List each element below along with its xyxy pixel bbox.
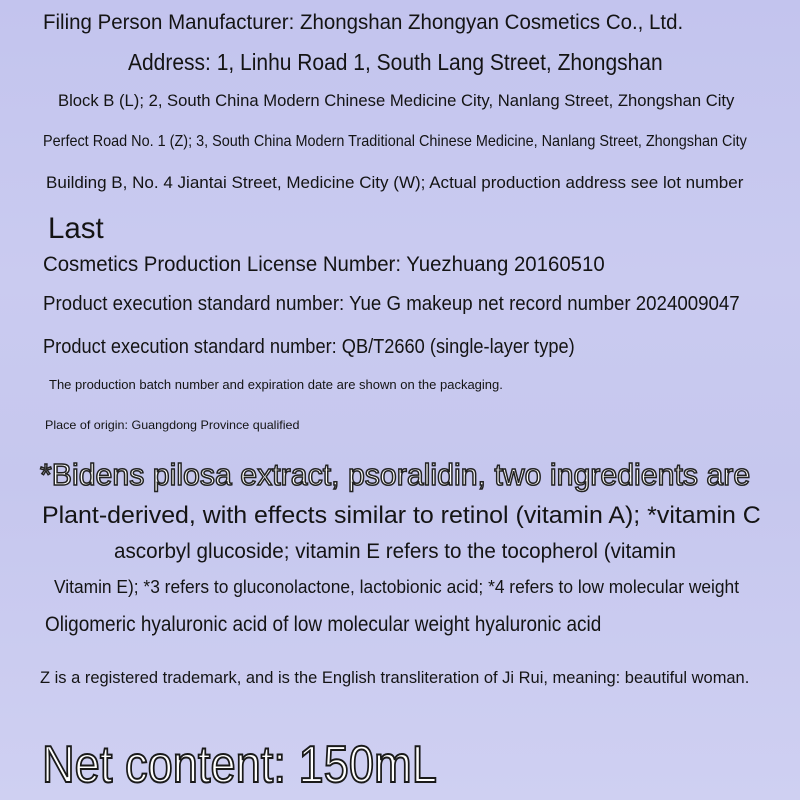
license-number-line: Cosmetics Production License Number: Yuezhuang 20160510 <box>43 253 605 276</box>
address-line-1: Address: 1, Linhu Road 1, South Lang Street, Zhongshan <box>128 49 663 75</box>
ingredients-line-1: *Bidens pilosa extract, psoralidin, two ingredients are <box>40 457 751 492</box>
execution-standard-line-2: Product execution standard number: QB/T2660 (single-layer type) <box>43 336 575 358</box>
last-label: Last <box>48 212 104 245</box>
ingredients-line-4: Vitamin E); *3 refers to gluconolactone, lactobionic acid; *4 refers to low molecular weight <box>54 577 740 597</box>
net-content-label: Net content: 150mL <box>42 736 437 794</box>
address-line-4: Building B, No. 4 Jiantai Street, Medicine City (W); Actual production address see lot number <box>46 173 744 192</box>
ingredients-line-5: Oligomeric hyaluronic acid of low molecular weight hyaluronic acid <box>45 613 602 636</box>
ingredients-line-3: ascorbyl glucoside; vitamin E refers to the tocopherol (vitamin <box>114 540 676 563</box>
batch-number-note: The production batch number and expiration date are shown on the packaging. <box>49 377 503 392</box>
place-of-origin-note: Place of origin: Guangdong Province qualified <box>45 418 300 432</box>
filing-person-line: Filing Person Manufacturer: Zhongshan Zhongyan Cosmetics Co., Ltd. <box>43 11 684 34</box>
trademark-note: Z is a registered trademark, and is the English transliteration of Ji Rui, meaning: beautiful woman. <box>40 668 750 687</box>
ingredients-line-2: Plant-derived, with effects similar to retinol (vitamin A); *vitamin C <box>42 502 761 529</box>
address-line-3: Perfect Road No. 1 (Z); 3, South China Modern Traditional Chinese Medicine, Nanlang Street, Zhongshan City <box>43 133 747 150</box>
execution-standard-line-1: Product execution standard number: Yue G makeup net record number 2024009047 <box>43 293 740 315</box>
address-line-2: Block B (L); 2, South China Modern Chinese Medicine City, Nanlang Street, Zhongshan City <box>58 91 735 110</box>
